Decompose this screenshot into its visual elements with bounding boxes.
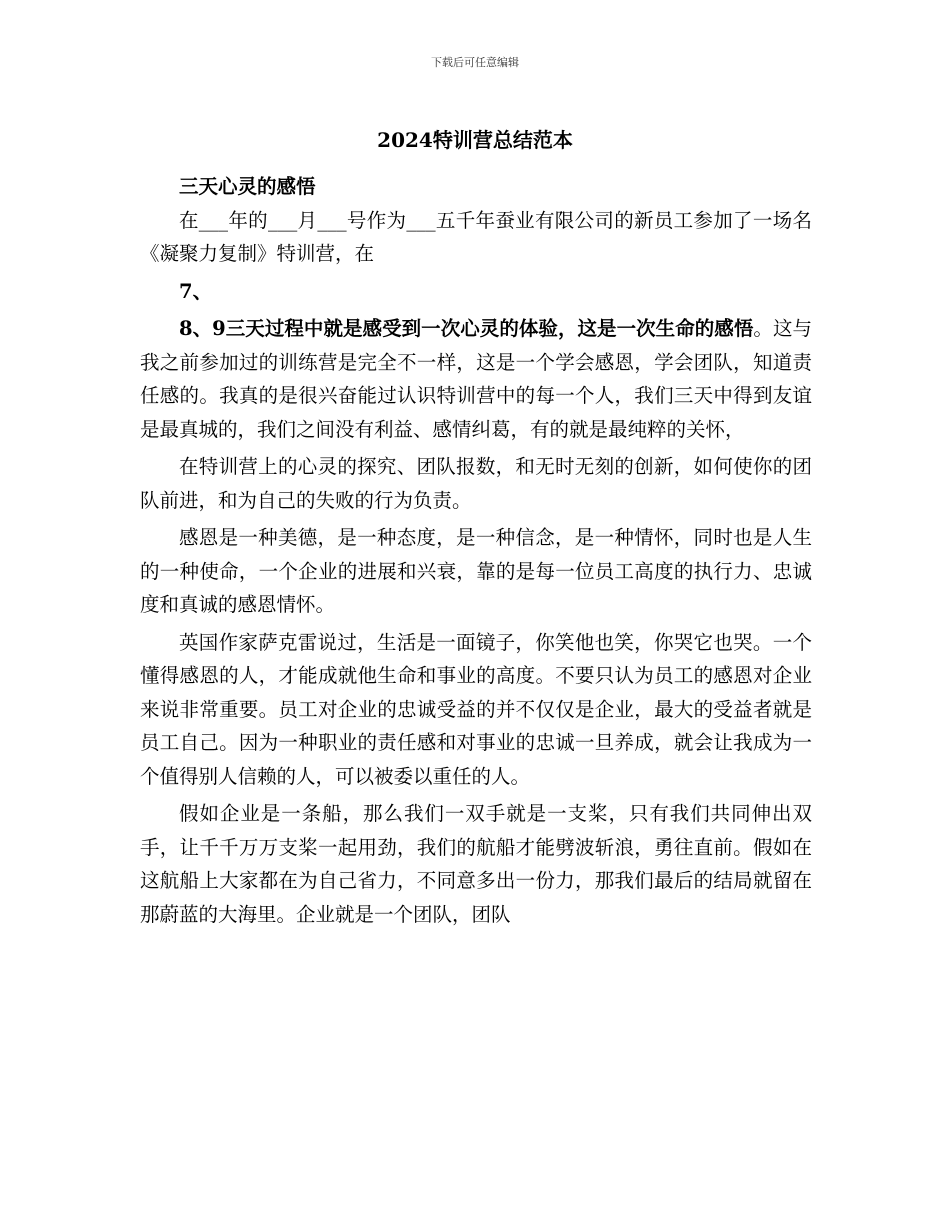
- paragraph-2: 7、: [179, 279, 213, 303]
- section-subtitle: 三天心灵的感悟: [179, 175, 316, 198]
- paragraph-7: 假如企业是一条船，那么我们一双手就是一支桨，只有我们共同伸出双手，让千千万万支桨一起用劲，我们的航船才能劈波斩浪，勇往直前。假如在这航船上大家都在为自己省力，不同意多出一份力，那我们最后的结局就留在那蔚蓝的大海里。企业就是一个团队，团队: [140, 802, 812, 926]
- paragraph-6: 英国作家萨克雷说过，生活是一面镜子，你笑他也笑，你哭它也哭。一个懂得感恩的人，才能成就他生命和事业的高度。不要只认为员工的感恩对企业来说非常重要。员工对企业的忠诚受益的并不仅仅是企业，最大的受益者就是员工自己。因为一种职业的责任感和对事业的忠诚一旦养成，就会让我成为一个值得别人信赖的人，可以被委以重任的人。: [140, 630, 812, 788]
- document-title: 2024特训营总结范本: [377, 128, 573, 152]
- document-body: [140, 170, 812, 931]
- paragraph-5: 感恩是一种美德，是一种态度，是一种信念，是一种情怀，同时也是人生的一种使命，一个企业的进展和兴衰，靠的是每一位员工高度的执行力、忠诚度和真诚的感恩情怀。: [140, 526, 812, 616]
- paragraph-4: 在特训营上的心灵的探究、团队报数，和无时无刻的创新，如何使你的团队前进，和为自己的失败的行为负责。: [140, 455, 812, 512]
- paragraph-3-bold: 8、9三天过程中就是感受到一次心灵的体验，这是一次生命的感悟: [179, 317, 754, 340]
- paragraph-3-rest: 。这与我之前参加过的训练营是完全不一样，这是一个学会感恩，学会团队，知道责任感的。我真的是很兴奋能过认识特训营中的每一个人，我们三天中得到友谊是最真城的，我们之间没有利益、感情纠葛，有的就是最纯粹的关怀，: [140, 317, 812, 441]
- page-header: 下载后可任意编辑: [431, 56, 519, 69]
- paragraph-1: 在___年的___月___号作为___五千年蚕业有限公司的新员工参加了一场名《凝聚力复制》特训营，在: [140, 208, 812, 265]
- paragraph-3: [140, 312, 812, 446]
